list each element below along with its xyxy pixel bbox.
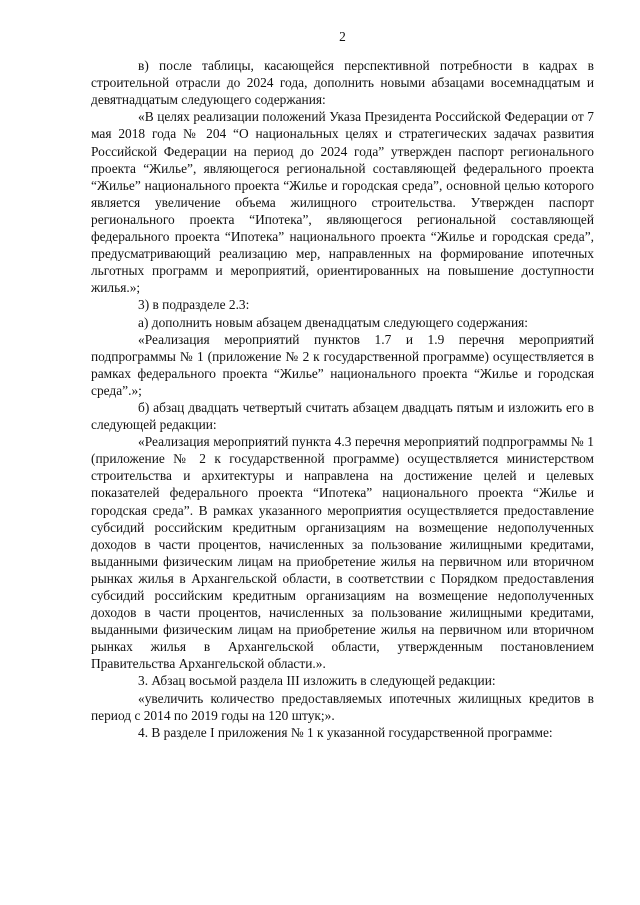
paragraph-quoted-measure-4-3: «Реализация мероприятий пункта 4.3 перечня мероприятий подпрограммы № 1 (приложение № 2 к государственной программе) осуществляется министерством строительства и архитектуры и направлена на достижение целей и целевых показателей федерального проекта “Ипотека” национального проекта “Жилье и городская среда”. В рамках указанного мероприятия осуществляется предоставление субсидий российским кредитным организациям на возмещение недополученных доходов в части процентов, начисленных за пользование жилищными кредитами, выданными физическим лицам на приобретение жилья на первичном или вторичном рынках жилья в Архангельской области, в соответствии с Порядком предоставления субсидий российским кредитным организациям на возмещение недополученных доходов в части процентов, начисленных за пользование жилищными кредитами, выданными физическим лицам на приобретение жилья на первичном или вторичном рынках жилья в Архангельской области, утвержденным постановлением Правительства Архангельской области.». bbox=[91, 434, 594, 672]
paragraph-item-3-subsection: 3) в подразделе 2.3: bbox=[138, 297, 250, 313]
paragraph-item-a-add-twelfth: а) дополнить новым абзацем двенадцатым следующего содержания: bbox=[138, 314, 529, 330]
paragraph-item-b-twenty-fourth: б) абзац двадцать четвертый считать абзацем двадцать пятым и изложить его в следующей редакции: bbox=[91, 399, 594, 433]
document-page bbox=[91, 28, 594, 741]
paragraph-v-insert-after-table: в) после таблицы, касающейся перспективной потребности в кадрах в строительной отрасли до 2024 года, дополнить новыми абзацами восемнадцатым и девятнадцатым следующего содержания: bbox=[91, 58, 594, 108]
paragraph-quoted-measures-1-7-1-9: «Реализация мероприятий пунктов 1.7 и 1.9 перечня мероприятий подпрограммы № 1 (приложение № 2 к государственной программе) осуществляется в рамках федерального проекта “Жилье” национального проекта “Жилье и городская среда”.»; bbox=[91, 331, 594, 398]
page-number: 2 bbox=[339, 29, 346, 44]
paragraph-item-3-section-iii: 3. Абзац восьмой раздела III изложить в следующей редакции: bbox=[138, 673, 496, 689]
paragraph-quoted-regional-projects: «В целях реализации положений Указа Президента Российской Федерации от 7 мая 2018 года № 204 “О национальных целях и стратегических задачах развития Российской Федерации на период до 2024 года” утвержден паспорт регионального проекта “Жилье”, являющегося региональной составляющей федерального проекта “Жилье” национального проекта “Жилье и городская среда”, основной целью которого является увеличение объема жилищного строительства. Утвержден паспорт регионального проекта “Ипотека”, являющегося региональной составляющей федерального проекта “Ипотека” национального проекта “Жилье и городская среда”, предусматривающий реализацию мер, направленных на формирование ипотечных льготных программ и мероприятий, ориентированных на повышение доступности жилья.»; bbox=[91, 109, 594, 296]
paragraph-item-4-appendix: 4. В разделе I приложения № 1 к указанной государственной программе: bbox=[138, 724, 553, 740]
paragraph-quoted-increase-credits: «увеличить количество предоставляемых ипотечных жилищных кредитов в период с 2014 по 2019 годы на 120 штук;». bbox=[91, 690, 594, 723]
